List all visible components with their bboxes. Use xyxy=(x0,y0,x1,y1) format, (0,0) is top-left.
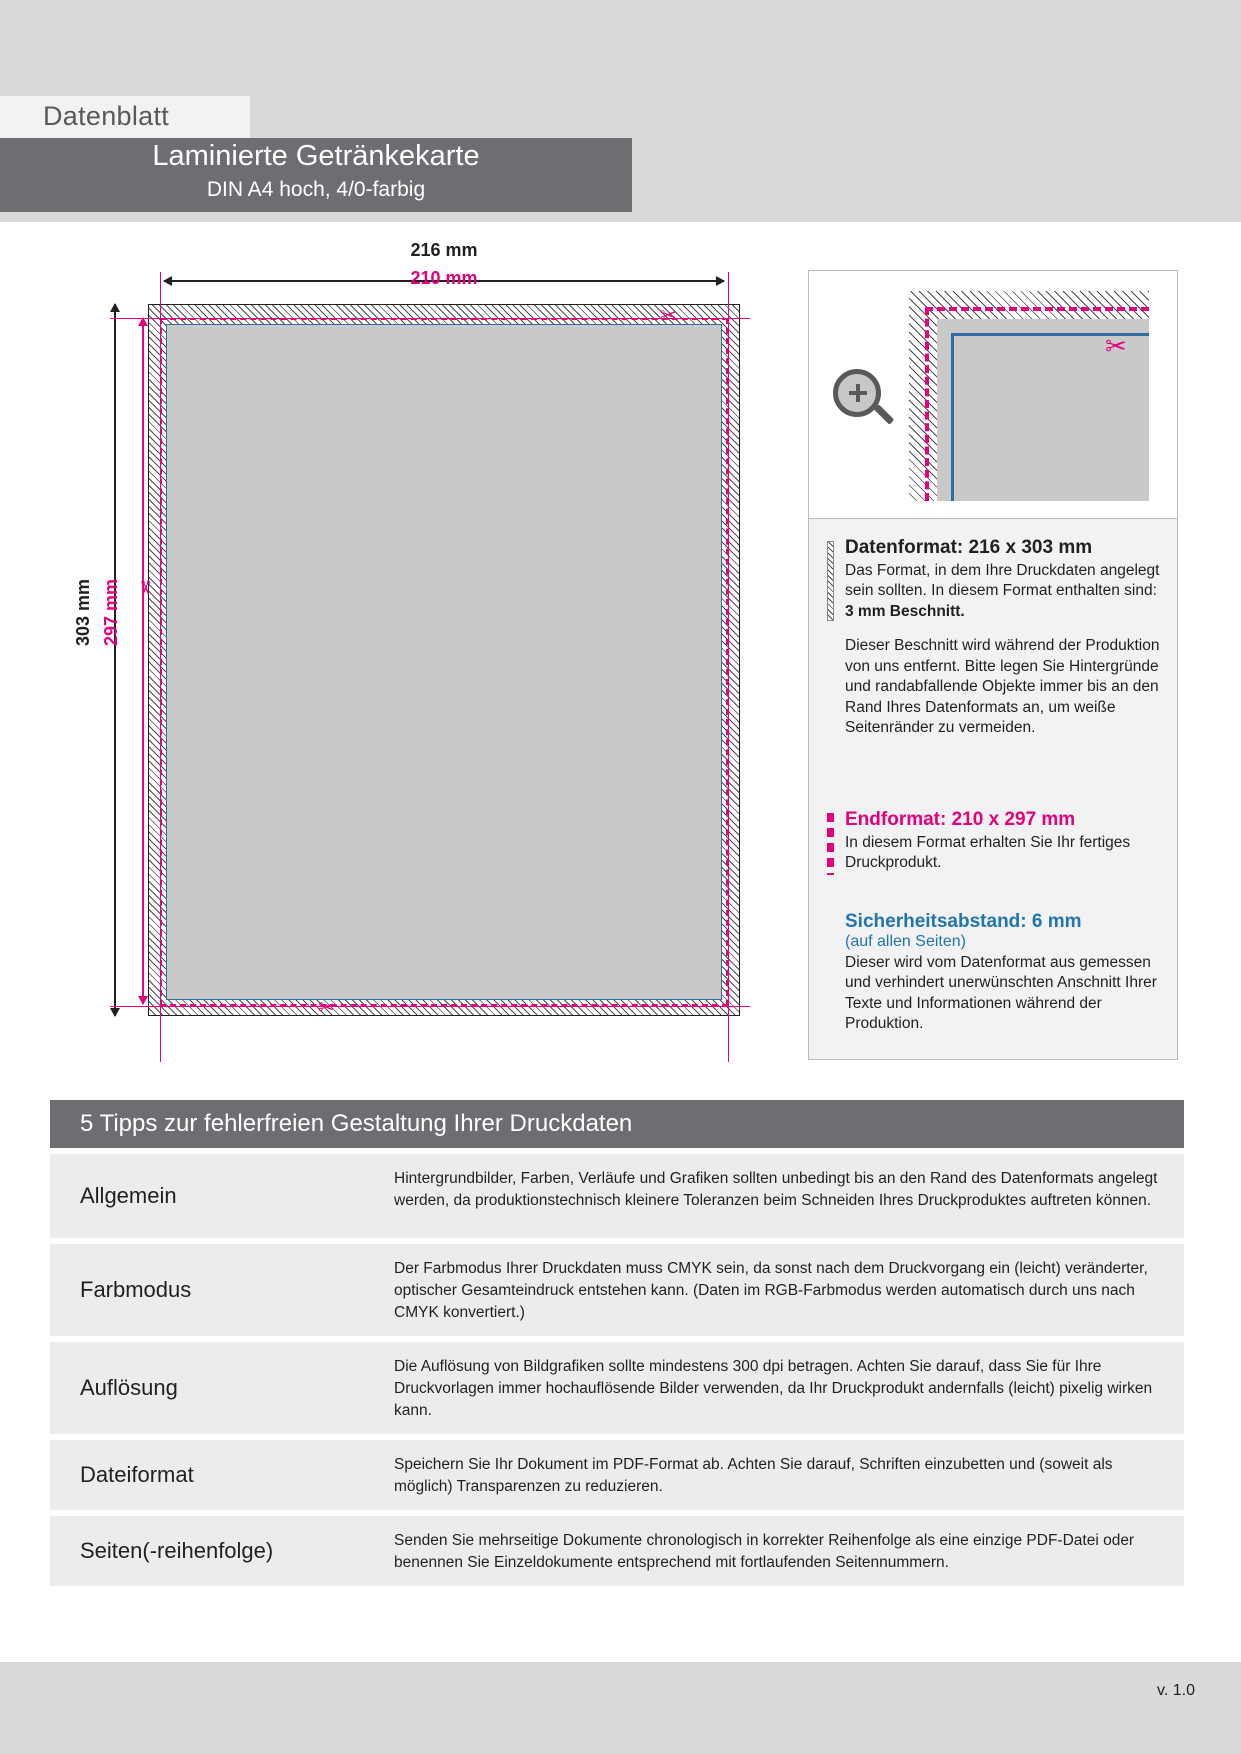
datasheet-tab xyxy=(0,96,250,138)
page-header xyxy=(0,0,1241,222)
datenformat-text-1b: 3 mm Beschnitt. xyxy=(845,602,965,620)
inner-height-dimension-line xyxy=(142,318,144,1004)
zoom-handle-glyph xyxy=(874,404,895,425)
inner-height-label: 297 mm xyxy=(101,578,122,647)
product-title: Laminierte Getränkekarte xyxy=(152,140,480,172)
tips-heading: 5 Tipps zur fehlerfreien Gestaltung Ihrer Druckdaten xyxy=(50,1100,1184,1148)
tip-text: Speichern Sie Ihr Dokument im PDF-Format ab. Achten Sie darauf, Schriften einzubetten und (soweit als möglich) Transparenzen zu reduzieren. xyxy=(380,1440,1184,1510)
tip-text: Der Farbmodus Ihrer Druckdaten muss CMYK sein, da sonst nach dem Druckvorgang ein (leicht) veränderter, optischer Gesamteindruck entstehen kann. (Daten im RGB-Farbmodus werden automatisch durch uns nach CMYK konvertiert.) xyxy=(380,1244,1184,1336)
outer-width-label-wrap xyxy=(64,240,824,261)
product-subtitle: DIN A4 hoch, 4/0-farbig xyxy=(206,178,426,201)
safety-area xyxy=(166,324,722,1000)
endformat-text: In diesem Format erhalten Sie Ihr fertiges Druckprodukt. xyxy=(845,834,1131,872)
inner-width-label: 210 mm xyxy=(410,268,478,288)
tip-text: Senden Sie mehrseitige Dokumente chronologisch in korrekter Reihenfolge als eine einzige PDF-Datei oder benennen Sie Einzeldokumente entsprechend mit fortlaufenden Seitennummern. xyxy=(380,1516,1184,1586)
tip-label: Farbmodus xyxy=(50,1244,380,1336)
page-footer xyxy=(0,1662,1241,1754)
datenformat-marker xyxy=(827,541,834,621)
tip-label: Allgemein xyxy=(50,1154,380,1238)
datenformat-text-2: Dieser Beschnitt wird während der Produktion von uns entfernt. Bitte legen Sie Hintergründe und randabfallende Objekte immer bis an den Rand Ihres Datenformats an, um weiße Seitenränder zu vermeiden. xyxy=(845,637,1160,737)
tick-line-bottom xyxy=(110,1006,750,1007)
inner-width-label-wrap xyxy=(64,268,824,289)
zoom-plus-glyph xyxy=(849,384,867,402)
sicherheitsabstand-text: Dieser wird vom Datenformat aus gemessen und verhindert unerwünschten Anschnitt Ihrer Texte und Informationen während der Produktion. xyxy=(845,954,1157,1033)
tick-line-top xyxy=(110,318,750,319)
format-info-panel xyxy=(808,270,1178,1060)
tips-table xyxy=(50,1100,1184,1586)
table-row xyxy=(50,1244,1184,1336)
title-block xyxy=(0,138,632,212)
tick-line-left xyxy=(160,272,161,1062)
table-row xyxy=(50,1440,1184,1510)
datenformat-section xyxy=(827,537,1165,739)
outer-height-label: 303 mm xyxy=(73,578,94,647)
datenformat-text-1 xyxy=(845,561,1165,622)
datenformat-text-1a: Das Format, in dem Ihre Druckdaten angelegt sein sollten. In diesem Format enthalten sind: xyxy=(845,562,1160,600)
outer-height-dimension-line xyxy=(114,304,116,1016)
sicherheitsabstand-subheading: (auf allen Seiten) xyxy=(845,933,966,950)
scissors-icon: ✂ xyxy=(318,997,335,1019)
table-row xyxy=(50,1516,1184,1586)
outer-width-label: 216 mm xyxy=(410,240,478,260)
table-row xyxy=(50,1342,1184,1434)
sicherheitsabstand-heading: Sicherheitsabstand: 6 mm xyxy=(845,911,1082,932)
tip-label: Auflösung xyxy=(50,1342,380,1434)
tip-label: Seiten(-reihenfolge) xyxy=(50,1516,380,1586)
scissors-icon: ✂ xyxy=(660,305,677,327)
version-label: v. 1.0 xyxy=(1157,1682,1195,1699)
endformat-section xyxy=(827,809,1165,874)
tip-text: Die Auflösung von Bildgrafiken sollte mindestens 300 dpi betragen. Achten Sie darauf, dass Sie für Ihre Druckvorlagen immer hochauflösende Bilder verwenden, da Ihr Druckprodukt andernfalls (leicht) pixelig wirken kann. xyxy=(380,1342,1184,1434)
tip-text: Hintergrundbilder, Farben, Verläufe und Grafiken sollten unbedingt bis an den Rand des Datenformats angelegt werden, da produktionstechnisch kleinere Toleranzen beim Schneiden Ihres Druckproduktes auftreten können. xyxy=(380,1154,1184,1238)
endformat-marker xyxy=(827,813,834,875)
endformat-heading: Endformat: 210 x 297 mm xyxy=(845,809,1076,830)
datenformat-heading: Datenformat: 216 x 303 mm xyxy=(845,537,1093,558)
sicherheitsabstand-section xyxy=(827,911,1165,1035)
corner-detail-illustration xyxy=(809,271,1177,519)
content-sheet xyxy=(0,222,1241,1662)
datasheet-tab-label: Datenblatt xyxy=(43,101,170,131)
scissors-icon: ✂ xyxy=(1105,331,1127,361)
format-diagram xyxy=(73,232,780,1062)
tick-line-right xyxy=(728,272,729,1062)
scissors-icon: ✂ xyxy=(133,579,156,597)
table-row xyxy=(50,1154,1184,1238)
tip-label: Dateiformat xyxy=(50,1440,380,1510)
